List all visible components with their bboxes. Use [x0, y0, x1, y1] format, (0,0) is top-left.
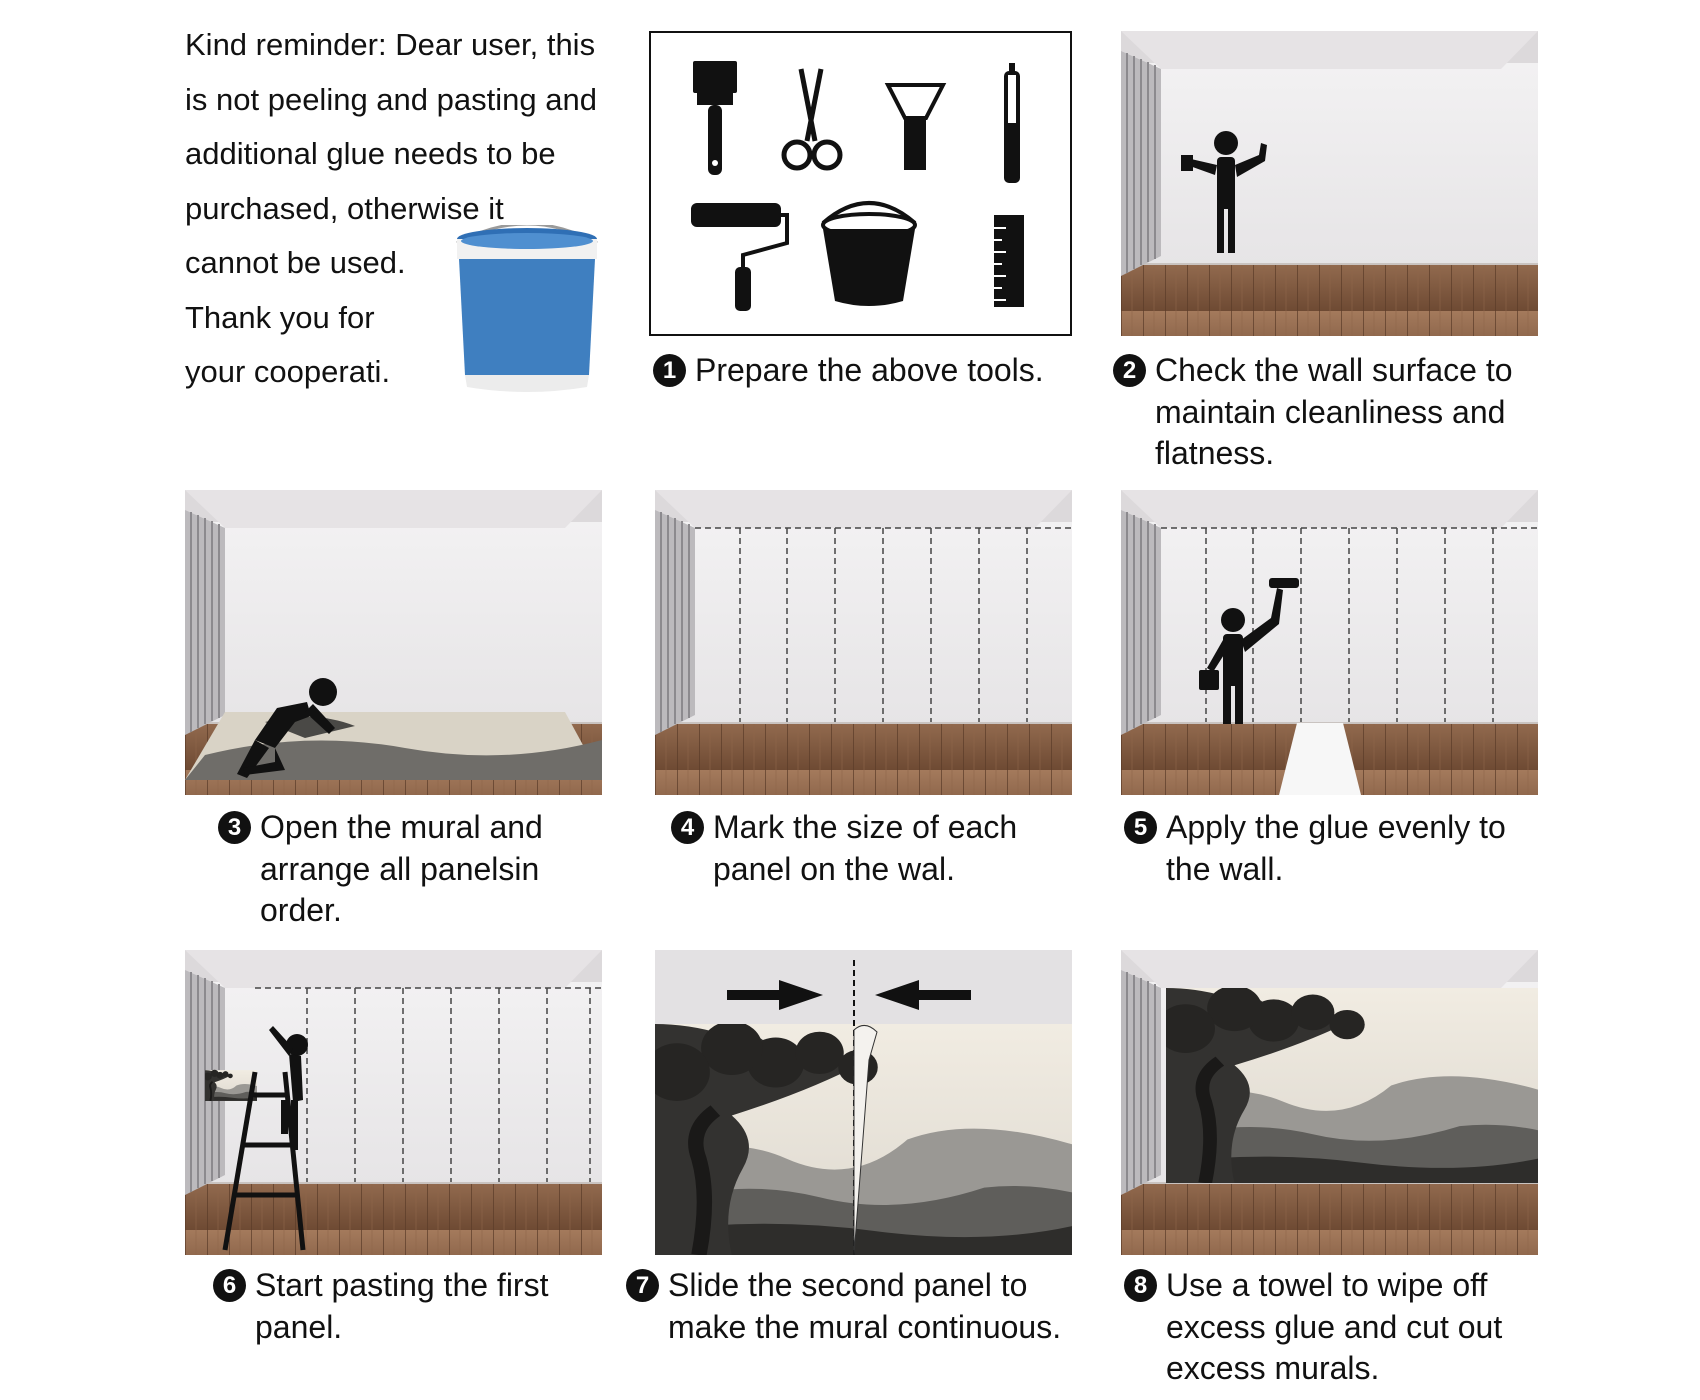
caption-line: Mark the size of each	[713, 809, 1018, 845]
reminder-line: cannot be used.	[185, 245, 406, 280]
caption-line: flatness.	[1155, 435, 1275, 471]
step-1-caption	[653, 350, 1044, 392]
caption-line: excess glue and cut out	[1166, 1308, 1503, 1345]
reminder-line: additional glue needs to be	[185, 136, 556, 171]
step-2-image	[1121, 31, 1538, 336]
step-7-caption	[626, 1265, 1061, 1348]
step-number-badge: 7	[626, 1269, 659, 1302]
caption-line: Apply the glue evenly to	[1166, 809, 1506, 845]
caption-line: arrange all panelsin	[260, 850, 540, 887]
step-5-image	[1121, 490, 1538, 795]
reminder-line: Thank you for	[185, 299, 375, 335]
step-6-caption	[213, 1265, 548, 1348]
step-5-caption	[1124, 807, 1506, 890]
caption-line: Slide the second panel to	[668, 1267, 1028, 1303]
caption-line: Start pasting the first	[255, 1267, 549, 1303]
ruler-icon	[994, 215, 1024, 307]
caption-line: Check the wall surface to	[1155, 352, 1513, 388]
step-number-badge: 3	[218, 811, 251, 844]
caption-line: Prepare the above tools.	[695, 352, 1044, 388]
step-3-image	[185, 490, 602, 795]
reminder-line: is not peeling and pasting and	[185, 81, 597, 117]
reminder-line: your cooperati.	[185, 354, 391, 389]
step-number-badge: 4	[671, 811, 704, 844]
step-number-badge: 8	[1124, 1269, 1157, 1302]
caption-line: excess murals.	[1166, 1350, 1380, 1386]
caption-line: the wall.	[1166, 850, 1284, 887]
caption-line: panel.	[255, 1308, 343, 1345]
caption-line: panel on the wal.	[713, 850, 955, 887]
step-8-caption	[1124, 1265, 1502, 1390]
utility-knife-icon	[1004, 63, 1020, 183]
step-2-caption	[1113, 350, 1513, 475]
step-7-image	[655, 950, 1072, 1255]
caption-line: Open the mural and	[260, 809, 543, 845]
caption-line: maintain cleanliness and	[1155, 393, 1506, 430]
step-number-badge: 1	[653, 354, 686, 387]
glue-bucket-icon	[447, 225, 607, 400]
paint-roller-icon	[691, 203, 787, 311]
step-4-image	[655, 490, 1072, 795]
bucket-icon	[823, 203, 915, 306]
step-8-image	[1121, 950, 1538, 1255]
caption-line: make the mural continuous.	[668, 1308, 1062, 1345]
scraper-icon	[888, 85, 943, 170]
reminder-line: Kind reminder: Dear user, this	[185, 27, 596, 62]
caption-line: order.	[260, 892, 342, 928]
step-4-caption	[671, 807, 1017, 890]
step-number-badge: 6	[213, 1269, 246, 1302]
step-6-image	[185, 950, 602, 1255]
paint-brush-icon	[693, 61, 737, 175]
tools-panel	[649, 31, 1072, 336]
caption-line: Use a towel to wipe off	[1166, 1267, 1488, 1303]
step-number-badge: 5	[1124, 811, 1157, 844]
step-3-caption	[218, 807, 543, 932]
reminder-line: purchased, otherwise it	[185, 190, 504, 226]
step-number-badge: 2	[1113, 354, 1146, 387]
scissors-icon	[784, 69, 840, 168]
